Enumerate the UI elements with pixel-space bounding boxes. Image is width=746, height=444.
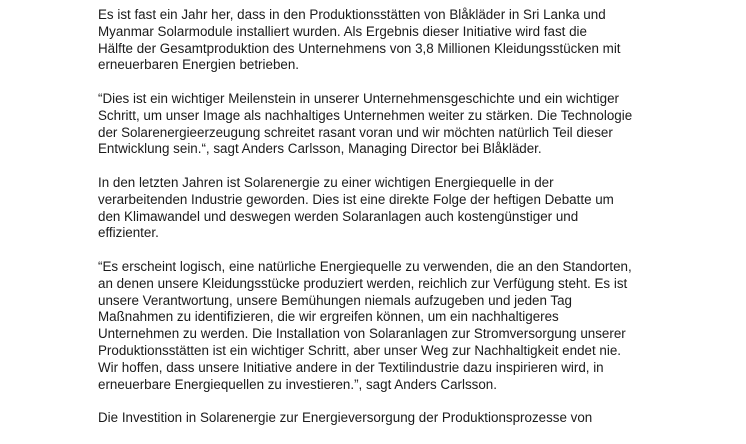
paragraph-intro: Es ist fast ein Jahr her, dass in den Produktionsstätten von Blåkläder in Sri Lanka und Myanmar Solarmodule installiert wurden. Als Ergebnis dieser Initiative wird fast die Hälfte der Gesamtproduktion des Unternehmens von 3,8 Millionen Kleidungsstücken mit erneuerbaren Energien betrieben. [98,7,621,73]
document-body [98,7,678,444]
paragraph-quote-carlsson-2: “Es erscheint logisch, eine natürliche Energiequelle zu verwenden, die an den Standorten, an denen unsere Kleidungsstücke produziert werden, reichlich zur Verfügung steht. Es ist unsere Verantwortung, unsere Bemühungen niemals aufzugeben und jeden Tag Maßnahmen zu identifizieren, die wir ergreifen können, um ein nachhaltigeres Unternehmen zu werden. Die Installation von Solaranlagen zur Stromversorgung unserer Produktionsstätten ist ein wichtiger Schritt, aber unser Weg zur Nachhaltigkeit endet nie. Wir hoffen, dass unsere Initiative andere in der Textilindustrie dazu inspirieren wird, in erneuerbare Energiequellen zu investieren.”, sagt Anders Carlsson. [98,258,632,392]
paragraph-investment: Die Investition in Solarenergie zur Energieversorgung der Produktionsprozesse von [98,410,593,426]
paragraph-quote-carlsson-1: “Dies ist ein wichtiger Meilenstein in unserer Unternehmensgeschichte und ein wichtiger Schritt, um unser Image als nachhaltiges Unternehmen weiter zu stärken. Die Technologie der Solarenergieerzeugung schreitet rasant voran und wir möchten natürlich Teil dieser Entwicklung sein.“, sagt Anders Carlsson, Managing Director bei Blåkläder. [98,90,633,157]
paragraph-solar-industry: In den letzten Jahren ist Solarenergie zu einer wichtigen Energiequelle in der verarbeitenden Industrie geworden. Dies ist eine direkte Folge der heftigen Debatte um den Klimawandel und deswegen werden Solaranlagen auch kostengünstiger und effizienter. [98,174,614,241]
